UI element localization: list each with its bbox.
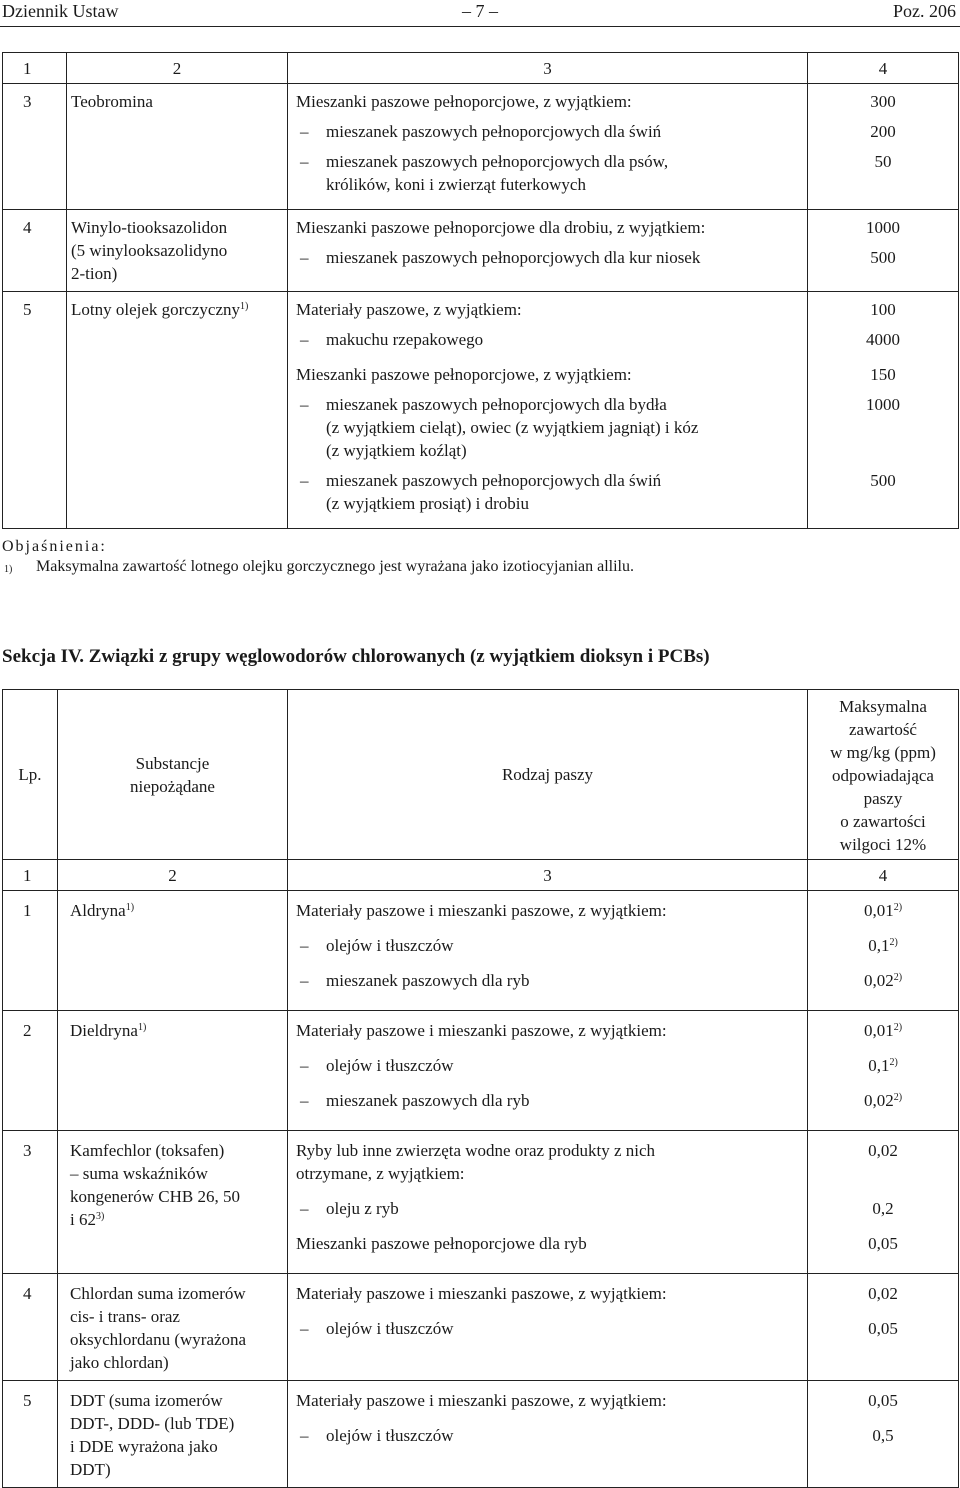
feed-text: – mieszanek paszowych pełnoporcjowych dla świń <box>296 469 799 492</box>
substance-cell <box>58 1011 288 1131</box>
feed-text: Mieszanki paszowe pełnoporcjowe dla drobiu, z wyjątkiem: <box>296 218 706 237</box>
header-line: Substancje <box>135 753 210 773</box>
value-cell <box>808 84 959 210</box>
feed-text: Mieszanki paszowe pełnoporcjowe dla ryb <box>296 1234 587 1253</box>
footnote-ref: 2) <box>889 937 898 948</box>
substance-line <box>70 1162 281 1185</box>
feed-cell <box>288 210 808 292</box>
column-number: 3 <box>288 53 808 84</box>
substance-cell <box>67 210 288 292</box>
feed-text: – mieszanek paszowych dla ryb <box>296 969 799 992</box>
max-value: 500 <box>870 248 896 267</box>
feed-text: – oleju z ryb <box>296 1197 799 1220</box>
feed-cell <box>288 84 808 210</box>
value-entry <box>816 298 950 321</box>
feed-entry <box>296 1232 799 1255</box>
substance-line: Teobromina <box>71 92 153 111</box>
row-number: 5 <box>3 292 67 529</box>
value-entry <box>816 1282 950 1305</box>
header-line: zawartość <box>849 720 917 739</box>
feed-entry <box>296 1389 799 1412</box>
value-entry <box>816 934 950 957</box>
feed-text: – olejów i tłuszczów <box>296 1424 799 1447</box>
substance-line <box>70 1389 281 1412</box>
column-number: 1 <box>3 53 67 84</box>
footnote-ref: 2) <box>889 1057 898 1068</box>
table-row <box>3 1381 959 1488</box>
table-row <box>3 210 959 292</box>
footnote-ref: 2) <box>893 1092 903 1103</box>
feed-text: otrzymane, z wyjątkiem: <box>296 1164 465 1183</box>
table-row <box>3 1131 959 1274</box>
feed-entry <box>296 150 799 196</box>
table-continued <box>2 52 959 529</box>
feed-text: Materiały paszowe i mieszanki paszowe, z wyjątkiem: <box>296 1021 667 1040</box>
feed-text: – mieszanek paszowych pełnoporcjowych dla psów, <box>296 150 799 173</box>
feed-entry <box>296 120 799 143</box>
table-row <box>3 891 959 1011</box>
feed-text: – mieszanek paszowych pełnoporcjowych dla kur niosek <box>296 246 799 269</box>
footnote-ref: 2) <box>893 972 903 983</box>
header-line: niepożądane <box>130 776 215 796</box>
footnote-ref: 2) <box>893 902 903 913</box>
row-number: 4 <box>3 1274 58 1381</box>
max-value: 200 <box>870 122 896 141</box>
feed-cell <box>288 1011 808 1131</box>
header-max-content <box>808 690 959 860</box>
max-value: 50 <box>874 152 892 171</box>
value-entry <box>816 1197 950 1220</box>
substance-name: Kamfechlor (toksafen) <box>70 1141 225 1160</box>
substance-name: DDT (suma izomerów <box>70 1391 223 1410</box>
feed-entry <box>296 90 799 113</box>
substance-line <box>70 1019 281 1042</box>
feed-text: – olejów i tłuszczów <box>296 1054 799 1077</box>
max-value: 0,05 <box>868 1319 898 1338</box>
row-number: 3 <box>3 1131 58 1274</box>
max-value: 150 <box>870 365 896 384</box>
value-cell <box>808 1011 959 1131</box>
max-value: 0,05 <box>868 1234 898 1253</box>
value-entry <box>816 899 950 922</box>
max-value: 300 <box>870 92 896 111</box>
substance-name: cis- i trans- oraz <box>70 1307 180 1326</box>
footnote-ref: 2) <box>893 1022 903 1033</box>
substance-cell <box>67 84 288 210</box>
substance-name: – suma wskaźników <box>70 1164 208 1183</box>
row-number: 3 <box>3 84 67 210</box>
row-number: 5 <box>3 1381 58 1488</box>
substance-line <box>70 1305 281 1328</box>
footnote-item: 1) Maksymalna zawartość lotnego olejku gorczycznego jest wyrażana jako izotiocyjanian allilu. <box>4 558 634 575</box>
substance-cell <box>58 1381 288 1488</box>
feed-text: – mieszanek paszowych pełnoporcjowych dla bydła <box>296 393 799 416</box>
feed-text: – olejów i tłuszczów <box>296 1317 799 1340</box>
value-entry <box>816 216 950 239</box>
value-cell <box>808 210 959 292</box>
substance-line <box>70 1282 281 1305</box>
feed-entry <box>296 469 799 515</box>
value-entry <box>816 1389 950 1412</box>
substance-line <box>70 1139 281 1162</box>
value-entry <box>816 363 950 386</box>
footnotes-title: Objaśnienia: <box>2 538 107 555</box>
value-entry <box>816 469 950 515</box>
feed-entry <box>296 1282 799 1305</box>
header-line: paszy <box>863 789 903 808</box>
feed-entry <box>296 934 799 957</box>
feed-text: Materiały paszowe i mieszanki paszowe, z wyjątkiem: <box>296 1284 667 1303</box>
column-number-row <box>3 860 959 891</box>
value-entry <box>816 1089 950 1112</box>
max-value: 0,1 <box>868 1056 890 1075</box>
value-entry <box>816 1317 950 1340</box>
max-value: 0,02 <box>868 1284 898 1303</box>
column-number: 4 <box>808 53 959 84</box>
header-line: odpowiadająca <box>832 766 934 785</box>
page-header <box>0 0 960 24</box>
substance-cell <box>67 292 288 529</box>
substance-name: Chlordan suma izomerów <box>70 1284 246 1303</box>
table-row <box>3 292 959 529</box>
substance-line: Winylo-tiooksazolidon <box>71 218 228 237</box>
column-number-row <box>3 53 959 84</box>
substance-name: DDT) <box>70 1460 111 1479</box>
feed-entry <box>296 216 799 239</box>
row-number: 1 <box>3 891 58 1011</box>
feed-entry <box>296 246 799 269</box>
value-entry <box>816 328 950 351</box>
substance-line <box>70 1412 281 1435</box>
substance-line <box>70 1208 281 1231</box>
footnote-text: Maksymalna zawartość lotnego olejku gorczycznego jest wyrażana jako izotiocyjanian allilu. <box>36 558 634 575</box>
max-value: 0,02 <box>868 1141 898 1160</box>
header-line: Maksymalna <box>839 697 927 716</box>
feed-text: – makuchu rzepakowego <box>296 328 799 351</box>
feed-entry <box>296 1054 799 1077</box>
feed-entry <box>296 1019 799 1042</box>
value-entry <box>816 90 950 113</box>
substance-line <box>70 1185 281 1208</box>
value-entry <box>816 969 950 992</box>
footnotes <box>2 538 942 576</box>
feed-entry <box>296 328 799 351</box>
substance-line <box>71 298 279 321</box>
substance-cell <box>58 1131 288 1274</box>
feed-entry <box>296 393 799 462</box>
substance-line <box>70 1328 281 1351</box>
row-number: 4 <box>3 210 67 292</box>
feed-cell <box>288 292 808 529</box>
header-rule <box>0 26 960 27</box>
feed-text: Mieszanki paszowe pełnoporcjowe, z wyjątkiem: <box>296 365 632 384</box>
max-value: 0,05 <box>868 1391 898 1410</box>
feed-entry <box>296 1317 799 1340</box>
substance-line: 2-tion) <box>71 264 118 283</box>
row-number: 2 <box>3 1011 58 1131</box>
max-value: 0,5 <box>872 1426 894 1445</box>
footnote-ref: 3) <box>95 1211 105 1222</box>
value-entry <box>816 393 950 462</box>
value-cell <box>808 292 959 529</box>
max-value: 1000 <box>866 395 900 414</box>
feed-text: królików, koni i zwierząt futerkowych <box>326 175 586 194</box>
feed-text: Materiały paszowe i mieszanki paszowe, z wyjątkiem: <box>296 1391 667 1410</box>
value-cell <box>808 1274 959 1381</box>
substance-line <box>70 1435 281 1458</box>
table-section-iv <box>2 689 959 1488</box>
value-entry <box>816 120 950 143</box>
feed-entry <box>296 1139 799 1185</box>
substance-name: jako chlordan) <box>70 1353 169 1372</box>
footnote-ref: 1) <box>137 1022 147 1033</box>
substance-line <box>70 1351 281 1374</box>
feed-cell <box>288 891 808 1011</box>
value-entry <box>816 1232 950 1255</box>
table-row <box>3 1274 959 1381</box>
header-line: w mg/kg (ppm) <box>830 743 936 762</box>
max-value: 0,02 <box>863 1091 894 1110</box>
substance-name: kongenerów CHB 26, 50 <box>70 1187 240 1206</box>
feed-text: Materiały paszowe, z wyjątkiem: <box>296 300 522 319</box>
substance-name: Lotny olejek gorczyczny <box>71 300 240 319</box>
journal-title: Dziennik Ustaw <box>2 1 119 21</box>
max-value: 0,01 <box>863 901 894 920</box>
feed-entry <box>296 1424 799 1447</box>
header-lp: Lp. <box>3 690 58 860</box>
header-substance <box>58 690 288 860</box>
substance-line: (5 winylooksazolidyno <box>71 241 228 260</box>
page-number: – 7 – <box>462 1 498 21</box>
feed-entry <box>296 969 799 992</box>
max-value: 0,01 <box>863 1021 894 1040</box>
footnote-ref: 1) <box>240 301 249 312</box>
substance-cell <box>58 1274 288 1381</box>
value-entry <box>816 1139 950 1185</box>
table-row <box>3 1011 959 1131</box>
substance-name: oksychlordanu (wyrażona <box>70 1330 247 1349</box>
value-entry <box>816 1424 950 1447</box>
position-number: Poz. 206 <box>893 1 956 21</box>
feed-text: – mieszanek paszowych dla ryb <box>296 1089 799 1112</box>
section-title: Sekcja IV. Związki z grupy węglowodorów chlorowanych (z wyjątkiem dioksyn i PCBs) <box>2 646 710 667</box>
feed-entry <box>296 1197 799 1220</box>
feed-text: – mieszanek paszowych pełnoporcjowych dla świń <box>296 120 799 143</box>
value-cell <box>808 1381 959 1488</box>
feed-entry <box>296 298 799 321</box>
column-number: 2 <box>67 53 288 84</box>
feed-entry <box>296 1089 799 1112</box>
substance-name: i 62 <box>70 1210 96 1229</box>
max-value: 100 <box>870 300 896 319</box>
value-cell <box>808 1131 959 1274</box>
substance-name: Dieldryna <box>70 1021 138 1040</box>
max-value: 0,2 <box>872 1199 894 1218</box>
feed-text: Mieszanki paszowe pełnoporcjowe, z wyjątkiem: <box>296 92 632 111</box>
column-number: 2 <box>58 860 288 891</box>
table-header-row <box>3 690 959 860</box>
substance-line <box>70 1458 281 1481</box>
max-value: 0,1 <box>868 936 890 955</box>
substance-name: DDT-, DDD- (lub TDE) <box>70 1414 235 1433</box>
column-number: 4 <box>808 860 959 891</box>
table-row <box>3 84 959 210</box>
header-feed: Rodzaj paszy <box>288 690 808 860</box>
feed-text: Materiały paszowe i mieszanki paszowe, z wyjątkiem: <box>296 901 667 920</box>
footnote-ref: 1) <box>125 902 135 913</box>
max-value: 1000 <box>866 218 900 237</box>
max-value: 0,02 <box>863 971 894 990</box>
max-value: 4000 <box>866 330 900 349</box>
substance-name: i DDE wyrażona jako <box>70 1437 218 1456</box>
feed-text: – olejów i tłuszczów <box>296 934 799 957</box>
feed-cell <box>288 1381 808 1488</box>
feed-text: Ryby lub inne zwierzęta wodne oraz produkty z nich <box>296 1141 656 1160</box>
header-line: o zawartości <box>840 812 926 831</box>
feed-entry <box>296 899 799 922</box>
value-cell <box>808 891 959 1011</box>
value-entry <box>816 150 950 196</box>
substance-line <box>70 899 281 922</box>
feed-entry <box>296 363 799 386</box>
feed-cell <box>288 1274 808 1381</box>
value-entry <box>816 246 950 269</box>
value-entry <box>816 1019 950 1042</box>
feed-cell <box>288 1131 808 1274</box>
value-entry <box>816 1054 950 1077</box>
header-line: wilgoci 12% <box>839 835 927 854</box>
column-number: 1 <box>3 860 58 891</box>
feed-text: (z wyjątkiem koźląt) <box>326 441 467 460</box>
feed-text: (z wyjątkiem cieląt), owiec (z wyjątkiem jagniąt) i kóz <box>326 418 699 437</box>
feed-text: (z wyjątkiem prosiąt) i drobiu <box>326 494 530 513</box>
substance-name: Aldryna <box>70 901 126 920</box>
column-number: 3 <box>288 860 808 891</box>
substance-cell <box>58 891 288 1011</box>
max-value: 500 <box>870 471 896 490</box>
